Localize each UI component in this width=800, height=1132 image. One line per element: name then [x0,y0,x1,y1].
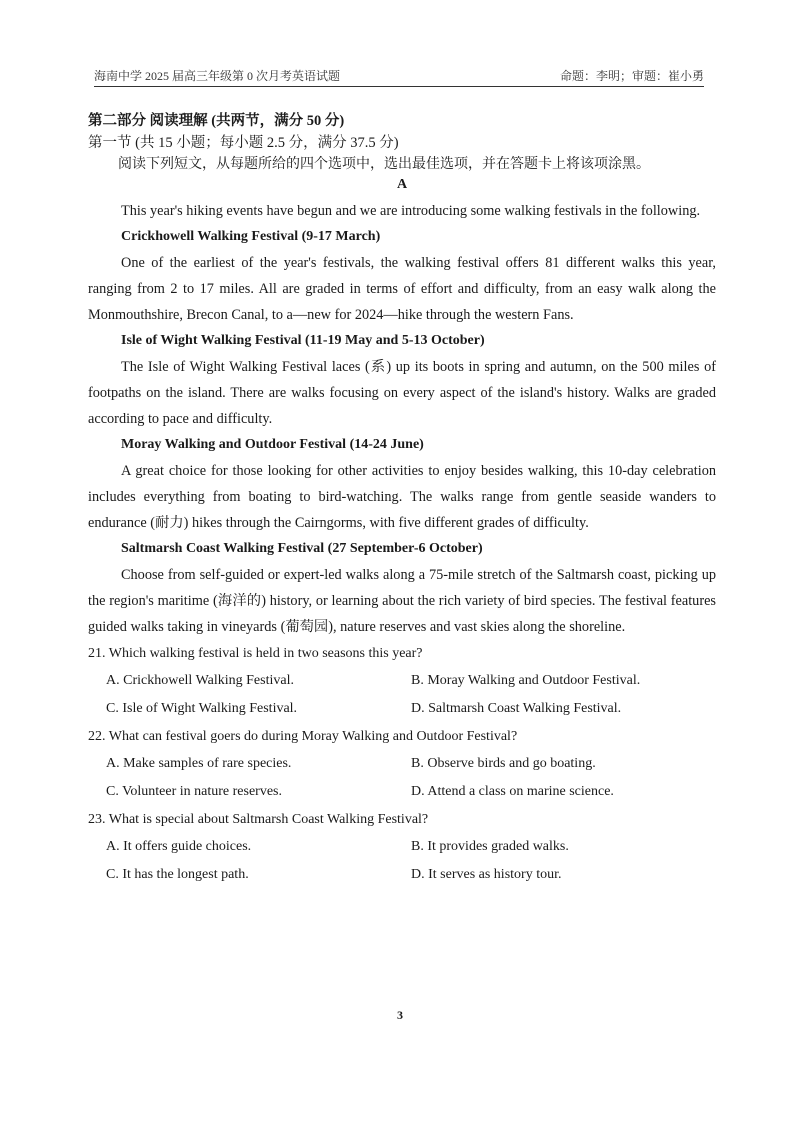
festival-body: One of the earliest of the year's festivals, the walking festival offers 81 different walks this year, ranging from 2 to 17 miles. All are graded in terms of effort and difficulty, from an easy walk along the Monmouthshire, Brecon Canal, to a—new for 2024—hike through the western Fans. [88,255,716,323]
option-b: B. Moray Walking and Outdoor Festival. [411,673,641,688]
option-a: A. Crickhowell Walking Festival. [106,673,294,688]
option-row [88,861,716,889]
option-row [88,833,716,861]
option-b: B. Observe birds and go boating. [411,756,596,771]
festival-title: Isle of Wight Walking Festival (11-19 May and 5-13 October) [121,333,485,348]
option-d: D. It serves as history tour. [411,867,562,882]
page-content [88,110,716,889]
question-stem: 21. Which walking festival is held in two seasons this year? [88,646,423,661]
festival-title: Moray Walking and Outdoor Festival (14-24 June) [121,437,424,452]
option-c: C. Isle of Wight Walking Festival. [106,701,298,716]
festival-title: Saltmarsh Coast Walking Festival (27 September-6 October) [121,541,483,556]
festival-title: Crickhowell Walking Festival (9-17 March) [121,229,381,244]
option-row [88,695,716,723]
option-row [88,667,716,695]
instruction: 阅读下列短文，从每题所给的四个选项中，选出最佳选项，并在答题卡上将该项涂黑。 [118,157,650,172]
option-d: D. Saltmarsh Coast Walking Festival. [411,701,622,716]
question-stem: 23. What is special about Saltmarsh Coast Walking Festival? [88,812,429,827]
exam-authors: 命题：李明；审题：崔小勇 [559,69,704,83]
option-a: A. Make samples of rare species. [106,756,292,771]
festival-body: The Isle of Wight Walking Festival laces (系) up its boots in spring and autumn, on the 500 miles of footpaths on the island. There are walks focusing on every aspect of the island's history. Walks are graded according to pace and difficulty. [88,359,716,427]
page-number: 3 [397,1008,403,1022]
section-subtitle: 第一节 (共 15 小题；每小题 2.5 分，满分 37.5 分) [88,135,399,151]
option-row [88,778,716,806]
festival-body: A great choice for those looking for other activities to enjoy besides walking, this 10-day celebration includes everything from boating to bird-watching. The walks range from gentle seaside wanders to endurance (耐力) hikes through the Cairngorms, with five different grades of difficulty. [88,463,716,531]
question-22 [88,723,716,806]
option-d: D. Attend a class on marine science. [411,784,614,799]
question-23 [88,806,716,889]
question-stem: 22. What can festival goers do during Moray Walking and Outdoor Festival? [88,729,518,744]
passage-intro: This year's hiking events have begun and we are introducing some walking festivals in the following. [121,203,701,219]
exam-title: 海南中学 2025 届高三年级第 0 次月考英语试题 [94,69,341,83]
option-b: B. It provides graded walks. [411,839,569,854]
question-21 [88,640,716,723]
passage-letter: A [396,177,408,192]
festival-body: Choose from self-guided or expert-led walks along a 75-mile stretch of the Saltmarsh coast, picking up the region's maritime (海洋的) history, or learning about the rich variety of bird species. The festival features guided walks taking in vineyards (葡萄园), nature reserves and vast skies along the shoreline. [88,567,716,635]
page-header [94,64,704,87]
option-a: A. It offers guide choices. [106,839,252,854]
section-title: 第二部分 阅读理解 (共两节，满分 50 分) [88,113,345,129]
option-c: C. It has the longest path. [106,867,249,882]
option-row [88,750,716,778]
option-c: C. Volunteer in nature reserves. [106,784,282,799]
